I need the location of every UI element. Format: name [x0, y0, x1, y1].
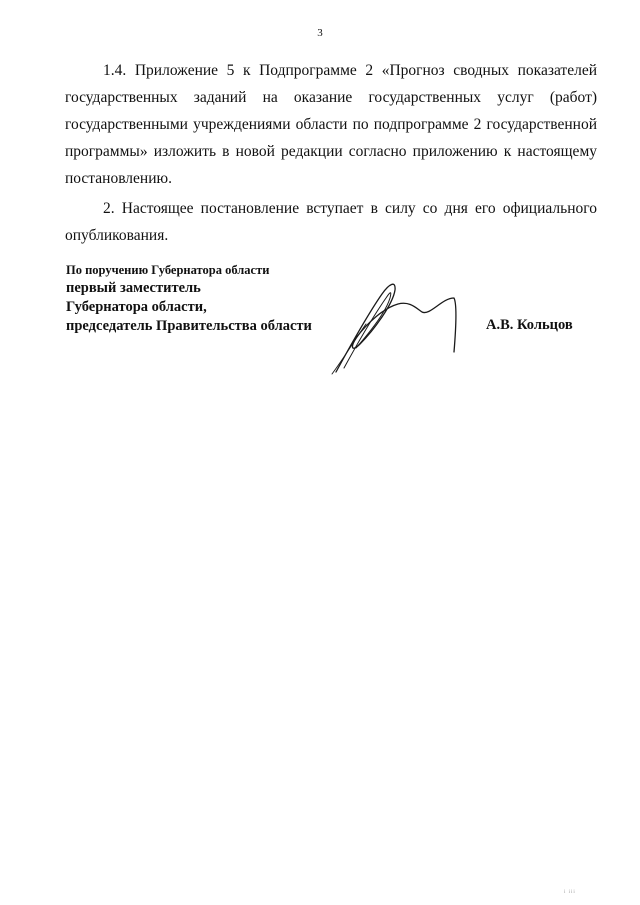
signature-block: [66, 262, 312, 336]
body-text: [65, 57, 597, 252]
footer-marks: i iii: [564, 890, 576, 895]
signer-name: А.В. Кольцов: [486, 317, 573, 333]
signature-line-position: первый заместитель: [66, 280, 201, 296]
page-number: 3: [317, 27, 323, 39]
paragraph-1-4: 1.4. Приложение 5 к Подпрограмме 2 «Прогноз сводных показателей государственных заданий на оказание государственных услуг (работ) государственными учреждениями области по подпрограмме 2 государственной программы» изложить в новой редакции согласно приложению к настоящему постановлению.: [65, 62, 597, 187]
signature-line-position-2: Губернатора области,: [66, 299, 207, 315]
handwritten-signature: [326, 268, 466, 378]
paragraph-2: 2. Настоящее постановление вступает в силу со дня его официального опубликования.: [65, 200, 597, 244]
signature-line-position-3: председатель Правительства области: [66, 318, 312, 334]
signature-line-authority: По поручению Губернатора области: [66, 263, 270, 277]
